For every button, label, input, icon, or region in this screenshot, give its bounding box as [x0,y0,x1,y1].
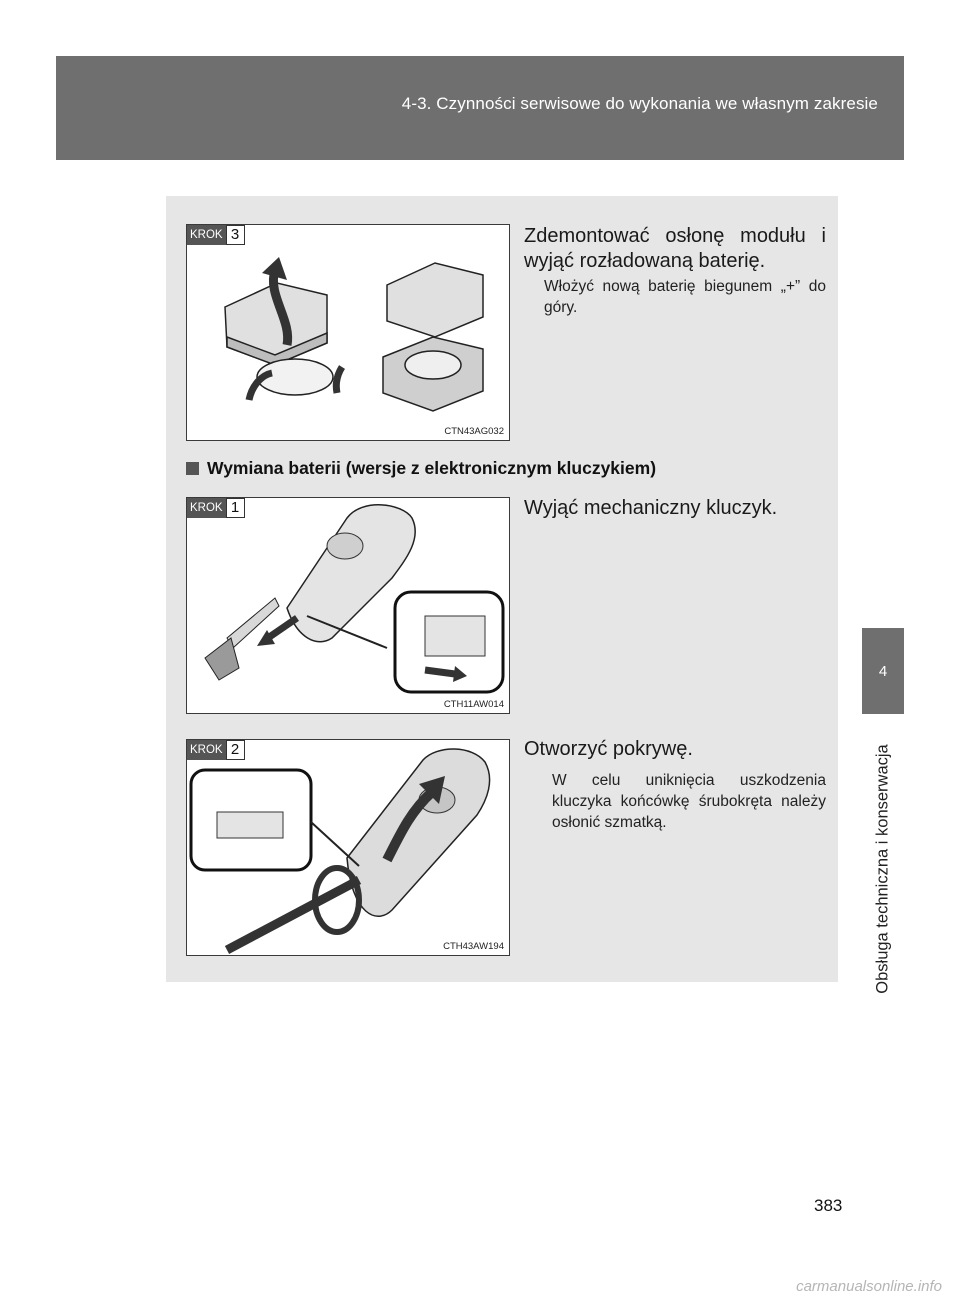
figure-code: CTH11AW014 [443,699,504,710]
step-badge-word: KROK [187,225,226,245]
section-heading [186,458,656,479]
figure-open-cover [186,739,510,956]
step-2-title: Otworzyć pokrywę. [524,738,693,760]
open-cover-illustration [187,740,509,955]
step-badge [187,740,245,760]
step-badge-number: 3 [226,225,245,245]
step-badge-number: 1 [226,498,245,518]
step-3-title: Zdemontować osłonę modułu i wyjąć rozładowaną baterię. [524,225,826,272]
chapter-number-tab[interactable]: 4 [862,628,904,714]
page-number: 383 [814,1196,843,1215]
screwdriver-icon [227,880,359,950]
chapter-label: Obsługa techniczna i konserwacja [873,744,892,994]
step-badge-number: 2 [226,740,245,760]
mechanical-key-illustration [187,498,509,713]
step-badge-word: KROK [187,740,226,760]
figure-code: CTH43AW194 [443,941,504,952]
figure-mechanical-key [186,497,510,714]
step-badge [187,498,245,518]
header-title: 4-3. Czynności serwisowe do wykonania we własnym zakresie [401,94,878,113]
section-title: Wymiana baterii (wersje z elektronicznym kluczykiem) [207,458,657,478]
watermark: carmanualsonline.info [796,1278,942,1295]
step-badge-word: KROK [187,498,226,518]
figure-battery-removal [186,224,510,441]
step-badge [187,225,245,245]
section-square-icon [186,462,199,475]
chapter-label-tab [862,714,904,1024]
figure-code: CTN43AG032 [444,426,504,437]
step-2-note: W celu uniknięcia uszkodzenia kluczyka końcówkę śrubokręta należy osłonić szmatką. [552,772,826,831]
battery-removal-illustration [187,225,509,440]
page-header [56,56,904,160]
step-3-note: Włożyć nową baterię biegunem „+” do góry. [544,278,826,316]
step-1-title: Wyjąć mechaniczny kluczyk. [524,497,778,519]
